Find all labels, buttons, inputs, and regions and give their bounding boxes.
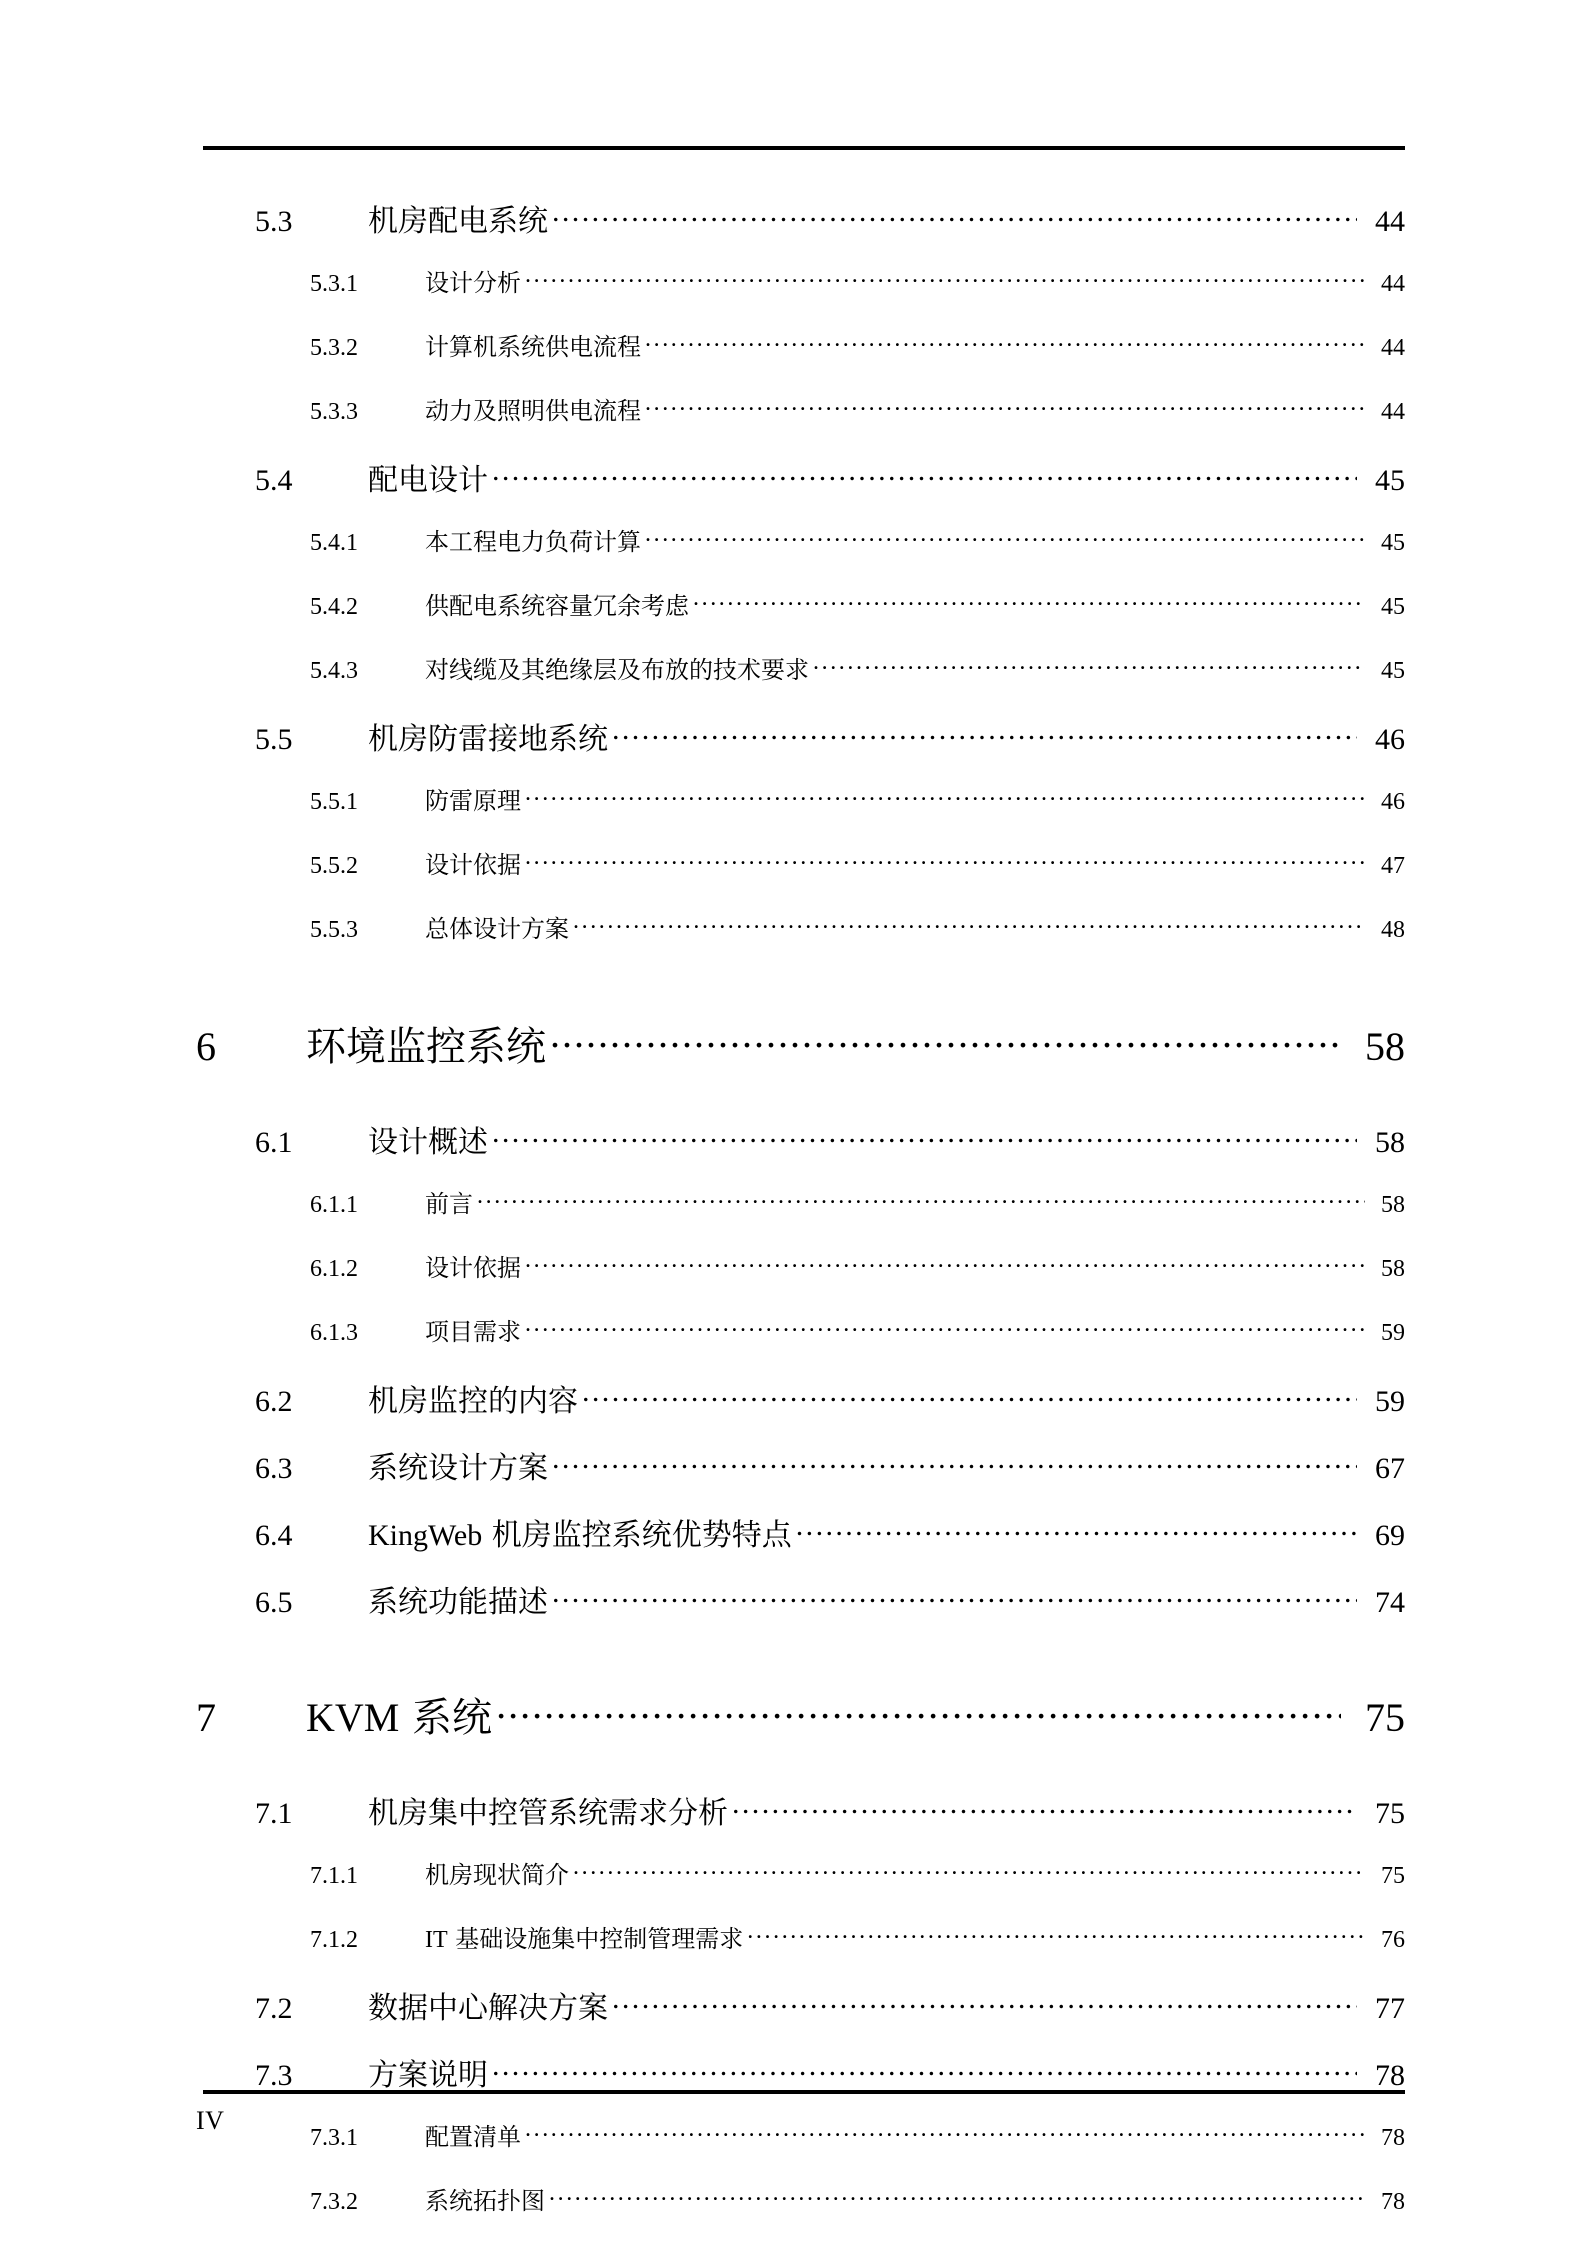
toc-entry-number: 7.3 (255, 2059, 293, 2092)
toc-leader-dots (552, 1448, 1357, 1478)
toc-entry-number: 5.5.3 (310, 917, 358, 943)
toc-entry-5-5-2[interactable] (0, 845, 1587, 909)
toc-entry-5-5-3[interactable] (0, 909, 1587, 973)
toc-entry-title: 设计概述 (368, 1125, 488, 1160)
toc-leader-dots (612, 719, 1357, 749)
toc-entry-number: 7.1.2 (310, 1927, 358, 1953)
toc-entry-6-1-3[interactable] (0, 1312, 1587, 1376)
toc-entry-title: 设计依据 (425, 851, 521, 879)
toc-leader-dots (645, 331, 1365, 355)
toc-entry-number: 7.3.2 (310, 2189, 358, 2215)
toc-entry-number: 5.5.1 (310, 789, 358, 815)
toc-entry-5-3-1[interactable] (0, 263, 1587, 327)
toc-entry-page-number: 58 (1381, 1192, 1405, 1218)
toc-entry-page-number: 58 (1365, 1024, 1405, 1069)
toc-leader-dots (492, 2055, 1357, 2085)
toc-entry-page-number: 59 (1375, 1385, 1405, 1418)
toc-entry-number: 7.3.1 (310, 2125, 358, 2151)
toc-entry-title: 数据中心解决方案 (368, 1991, 608, 2026)
toc-leader-dots (693, 590, 1365, 614)
toc-entry-title: 机房防雷接地系统 (368, 722, 608, 757)
toc-entry-title: 机房监控的内容 (368, 1384, 578, 1419)
toc-entry-number: 5.4.1 (310, 530, 358, 556)
toc-entry-number: 5.5.2 (310, 853, 358, 879)
toc-entry-number: 6.4 (255, 1519, 293, 1552)
toc-entry-7-2[interactable] (0, 1983, 1587, 2050)
toc-entry-page-number: 75 (1381, 1863, 1405, 1889)
toc-entry-7-3[interactable] (0, 2050, 1587, 2117)
toc-entry-7-1-1[interactable] (0, 1855, 1587, 1919)
toc-entry-title: 防雷原理 (425, 787, 521, 815)
toc-entry-title: 动力及照明供电流程 (425, 397, 641, 425)
toc-entry-number: 6 (196, 1024, 216, 1069)
toc-leader-dots (645, 395, 1365, 419)
toc-entry-title: IT 基础设施集中控制管理需求 (425, 1925, 744, 1953)
toc-entry-page-number: 74 (1375, 1586, 1405, 1619)
toc-entry-7-3-2[interactable] (0, 2181, 1587, 2245)
toc-entry-title: 环境监控系统 (306, 1024, 546, 1070)
toc-entry-7-1-2[interactable] (0, 1919, 1587, 1983)
toc-entry-7-3-1[interactable] (0, 2117, 1587, 2181)
toc-entry-6-5[interactable] (0, 1577, 1587, 1644)
toc-entry-number: 5.3.1 (310, 271, 358, 297)
latin-run: KVM (306, 1695, 400, 1740)
toc-entry-6[interactable] (0, 1015, 1587, 1091)
toc-leader-dots (492, 1122, 1357, 1152)
toc-entry-title: 配置清单 (425, 2123, 521, 2151)
toc-leader-dots (525, 2121, 1365, 2145)
footer-page-number: IV (196, 2106, 225, 2135)
toc-entry-5-5-1[interactable] (0, 781, 1587, 845)
toc-entry-number: 5.3.2 (310, 335, 358, 361)
toc-leader-dots (573, 913, 1365, 937)
toc-entry-number: 7.1 (255, 1797, 293, 1830)
toc-entry-number: 6.1 (255, 1126, 293, 1159)
toc-entry-page-number: 44 (1381, 271, 1405, 297)
toc-entry-title: 配电设计 (368, 463, 488, 498)
latin-run: KingWeb (368, 1519, 483, 1552)
toc-entry-page-number: 59 (1381, 1320, 1405, 1346)
toc-leader-dots (525, 1316, 1365, 1340)
toc-entry-6-1-1[interactable] (0, 1184, 1587, 1248)
table-of-contents (0, 196, 1587, 2245)
toc-leader-dots (747, 1923, 1365, 1947)
toc-entry-page-number: 75 (1365, 1695, 1405, 1740)
toc-entry-number: 7.1.1 (310, 1863, 358, 1889)
toc-leader-dots (525, 267, 1365, 291)
toc-entry-title: 设计分析 (425, 269, 521, 297)
toc-leader-dots (573, 1859, 1365, 1883)
toc-entry-title: KVM 系统 (306, 1695, 493, 1741)
toc-entry-page-number: 58 (1375, 1126, 1405, 1159)
toc-entry-5-4-3[interactable] (0, 650, 1587, 714)
toc-entry-page-number: 45 (1381, 594, 1405, 620)
toc-entry-7-1[interactable] (0, 1788, 1587, 1855)
toc-entry-title: 前言 (425, 1190, 473, 1218)
toc-entry-page-number: 47 (1381, 853, 1405, 879)
toc-entry-title: 机房现状简介 (425, 1861, 569, 1889)
toc-leader-dots (552, 201, 1357, 231)
toc-entry-number: 6.5 (255, 1586, 293, 1619)
toc-entry-number: 5.4.3 (310, 658, 358, 684)
toc-entry-title: 本工程电力负荷计算 (425, 528, 641, 556)
toc-entry-title: 项目需求 (425, 1318, 521, 1346)
toc-entry-page-number: 44 (1381, 335, 1405, 361)
toc-leader-dots (645, 526, 1365, 550)
toc-entry-5-3[interactable] (0, 196, 1587, 263)
toc-leader-dots (582, 1381, 1357, 1411)
toc-entry-page-number: 45 (1381, 658, 1405, 684)
toc-leader-dots (477, 1188, 1365, 1212)
toc-leader-dots (496, 1691, 1341, 1731)
toc-entry-page-number: 77 (1375, 1992, 1405, 2025)
toc-leader-dots (732, 1793, 1357, 1823)
toc-entry-page-number: 44 (1381, 399, 1405, 425)
toc-leader-dots (813, 654, 1365, 678)
toc-entry-5-3-3[interactable] (0, 391, 1587, 455)
latin-run: IT (425, 1927, 448, 1953)
toc-entry-page-number: 46 (1381, 789, 1405, 815)
toc-entry-number: 5.4.2 (310, 594, 358, 620)
toc-entry-6-2[interactable] (0, 1376, 1587, 1443)
toc-entry-page-number: 78 (1375, 2059, 1405, 2092)
toc-entry-title: 机房配电系统 (368, 204, 548, 239)
toc-entry-page-number: 48 (1381, 917, 1405, 943)
toc-entry-title: 方案说明 (368, 2058, 488, 2093)
toc-entry-6-3[interactable] (0, 1443, 1587, 1510)
footer-rule (203, 2090, 1405, 2094)
toc-entry-page-number: 76 (1381, 1927, 1405, 1953)
toc-entry-number: 5.3 (255, 205, 293, 238)
toc-leader-dots (552, 1582, 1357, 1612)
toc-entry-page-number: 78 (1381, 2189, 1405, 2215)
toc-entry-page-number: 44 (1375, 205, 1405, 238)
toc-entry-page-number: 58 (1381, 1256, 1405, 1282)
toc-entry-5-4[interactable] (0, 455, 1587, 522)
toc-entry-number: 7.2 (255, 1992, 293, 2025)
toc-entry-number: 6.1.1 (310, 1192, 358, 1218)
toc-entry-title: 总体设计方案 (425, 915, 569, 943)
toc-entry-6-4[interactable] (0, 1510, 1587, 1577)
toc-entry-number: 6.2 (255, 1385, 293, 1418)
toc-entry-number: 7 (196, 1695, 216, 1740)
toc-entry-page-number: 78 (1381, 2125, 1405, 2151)
toc-leader-dots (492, 460, 1357, 490)
toc-leader-dots (525, 1252, 1365, 1276)
toc-leader-dots (612, 1988, 1357, 2018)
toc-leader-dots (525, 849, 1365, 873)
toc-entry-title: 设计依据 (425, 1254, 521, 1282)
toc-entry-number: 5.5 (255, 723, 293, 756)
toc-entry-page-number: 45 (1381, 530, 1405, 556)
toc-entry-number: 6.1.3 (310, 1320, 358, 1346)
toc-entry-number: 5.4 (255, 464, 293, 497)
toc-entry-title: 系统功能描述 (368, 1585, 548, 1620)
toc-entry-title: 系统拓扑图 (425, 2187, 545, 2215)
toc-entry-title: 供配电系统容量冗余考虑 (425, 592, 689, 620)
toc-leader-dots (549, 2185, 1365, 2209)
header-rule (203, 146, 1405, 150)
toc-entry-5-3-2[interactable] (0, 327, 1587, 391)
toc-leader-dots (550, 1020, 1341, 1060)
toc-entry-number: 5.3.3 (310, 399, 358, 425)
toc-entry-title: 对线缆及其绝缘层及布放的技术要求 (425, 656, 809, 684)
toc-entry-title: 系统设计方案 (368, 1451, 548, 1486)
toc-entry-page-number: 46 (1375, 723, 1405, 756)
toc-entry-page-number: 69 (1375, 1519, 1405, 1552)
toc-entry-title: 计算机系统供电流程 (425, 333, 641, 361)
toc-entry-5-4-1[interactable] (0, 522, 1587, 586)
toc-entry-title: 机房集中控管系统需求分析 (368, 1796, 728, 1831)
toc-entry-6-1[interactable] (0, 1117, 1587, 1184)
toc-leader-dots (525, 785, 1365, 809)
toc-entry-number: 6.3 (255, 1452, 293, 1485)
toc-entry-title: KingWeb 机房监控系统优势特点 (368, 1518, 792, 1553)
toc-entry-7[interactable] (0, 1686, 1587, 1762)
toc-entry-5-4-2[interactable] (0, 586, 1587, 650)
toc-entry-page-number: 45 (1375, 464, 1405, 497)
toc-entry-6-1-2[interactable] (0, 1248, 1587, 1312)
toc-entry-page-number: 67 (1375, 1452, 1405, 1485)
toc-entry-number: 6.1.2 (310, 1256, 358, 1282)
toc-entry-page-number: 75 (1375, 1797, 1405, 1830)
toc-entry-5-5[interactable] (0, 714, 1587, 781)
toc-leader-dots (796, 1515, 1357, 1545)
